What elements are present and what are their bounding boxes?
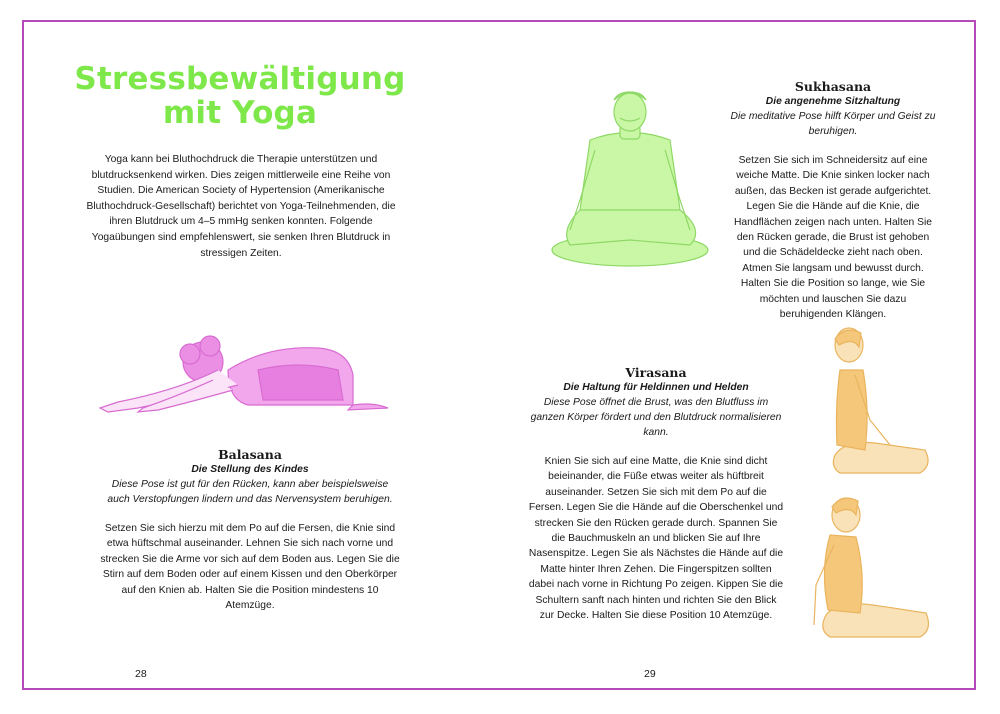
sukhasana-body: Setzen Sie sich im Schneidersitz auf eine weiche Matte. Die Knie sinken locker nach außen, das Becken ist gerade aufgerichtet. Legen Sie die Hände auf die Knie, die Handflächen zeigen nach unten. Halten Sie den Rücken gerade, die Brust ist gehoben und die Schädeldecke zieht nach oben. Atmen Sie langsam und bewusst durch. Halten Sie die Position so lange, wie Sie möchten und lauschen Sie dazu beruhigenden Klängen. bbox=[733, 155, 933, 321]
virasana-title: Virasana bbox=[625, 365, 687, 380]
balasana-body: Setzen Sie sich hierzu mit dem Po auf die Fersen, die Knie sind etwa hüftschmal auseinander. Lehnen Sie sich nach vorne und strecken Sie die Arme vor sich auf dem Boden aus. Legen Sie die Stirn auf dem Boden oder auf einem Kissen und den Oberkörper auf den Knien ab. Halten Sie die Position mindestens 10 Atemzüge. bbox=[100, 523, 400, 612]
sukhasana-title: Sukhasana bbox=[794, 79, 872, 94]
virasana-illustration-upright bbox=[815, 325, 935, 485]
virasana-subtitle: Die Haltung für Heldinnen und Helden bbox=[563, 382, 749, 393]
sukhasana-illustration bbox=[550, 90, 720, 270]
sukhasana-description: Die meditative Pose hilft Körper und Geist zu beruhigen. bbox=[730, 111, 936, 137]
title-line-1: Stressbewältigung bbox=[74, 61, 406, 97]
balasana-section bbox=[100, 447, 400, 613]
page-number-left: 28 bbox=[135, 668, 147, 680]
virasana-illustration-hands-back bbox=[808, 495, 938, 645]
sukhasana-subtitle: Die angenehme Sitzhaltung bbox=[765, 96, 901, 107]
page-title bbox=[60, 62, 420, 130]
balasana-illustration bbox=[98, 330, 393, 420]
balasana-title: Balasana bbox=[218, 447, 282, 462]
title-line-2: mit Yoga bbox=[162, 95, 318, 131]
sukhasana-section bbox=[728, 79, 938, 322]
balasana-description: Diese Pose ist gut für den Rücken, kann aber beispielsweise auch Verstopfungen lindern und das Nervensystem beruhigen. bbox=[107, 479, 393, 505]
virasana-body: Knien Sie sich auf eine Matte, die Knie sind dicht beieinander, die Füße etwas weiter als hüftbreit auseinander. Setzen Sie sich mit dem Po auf die Fersen. Legen Sie die Hände auf die Oberschenkel und strecken Sie den Rücken gerade durch. Spannen Sie die Bauchmuskeln an und blicken Sie auf Ihre Nasenspitze. Legen Sie als Nächstes die Hände auf die Matte hinter Ihren Zehen. Die Fingerspitzen sollten dabei nach vorne in Richtung Po zeigen. Kippen Sie die Schultern sanft nach hinten und richten Sie den Blick zur Decke. Halten Sie diese Position 10 Atemzüge. bbox=[528, 456, 784, 622]
page-number-right: 29 bbox=[644, 668, 656, 680]
balasana-subtitle: Die Stellung des Kindes bbox=[191, 464, 309, 475]
virasana-description: Diese Pose öffnet die Brust, was den Blutfluss im ganzen Körper fördert und den Blutdruck normalisieren kann. bbox=[530, 397, 782, 438]
virasana-section bbox=[528, 365, 784, 623]
intro-paragraph: Yoga kann bei Bluthochdruck die Therapie unterstützen und blutdrucksenkend wirken. Dies zeigen mittlerweile eine Reihe von Studien. Die American Society of Hypertension (Amerikanische Bluthochdruck-Gesellschaft) berichtet von Yoga-Teilnehmenden, die ihren Blutdruck um 4–5 mmHg senken konnten. Folgende Yogaübungen sind empfehlenswert, sie senken Ihren Blutdruck in stressigen Zeiten. bbox=[86, 154, 396, 259]
